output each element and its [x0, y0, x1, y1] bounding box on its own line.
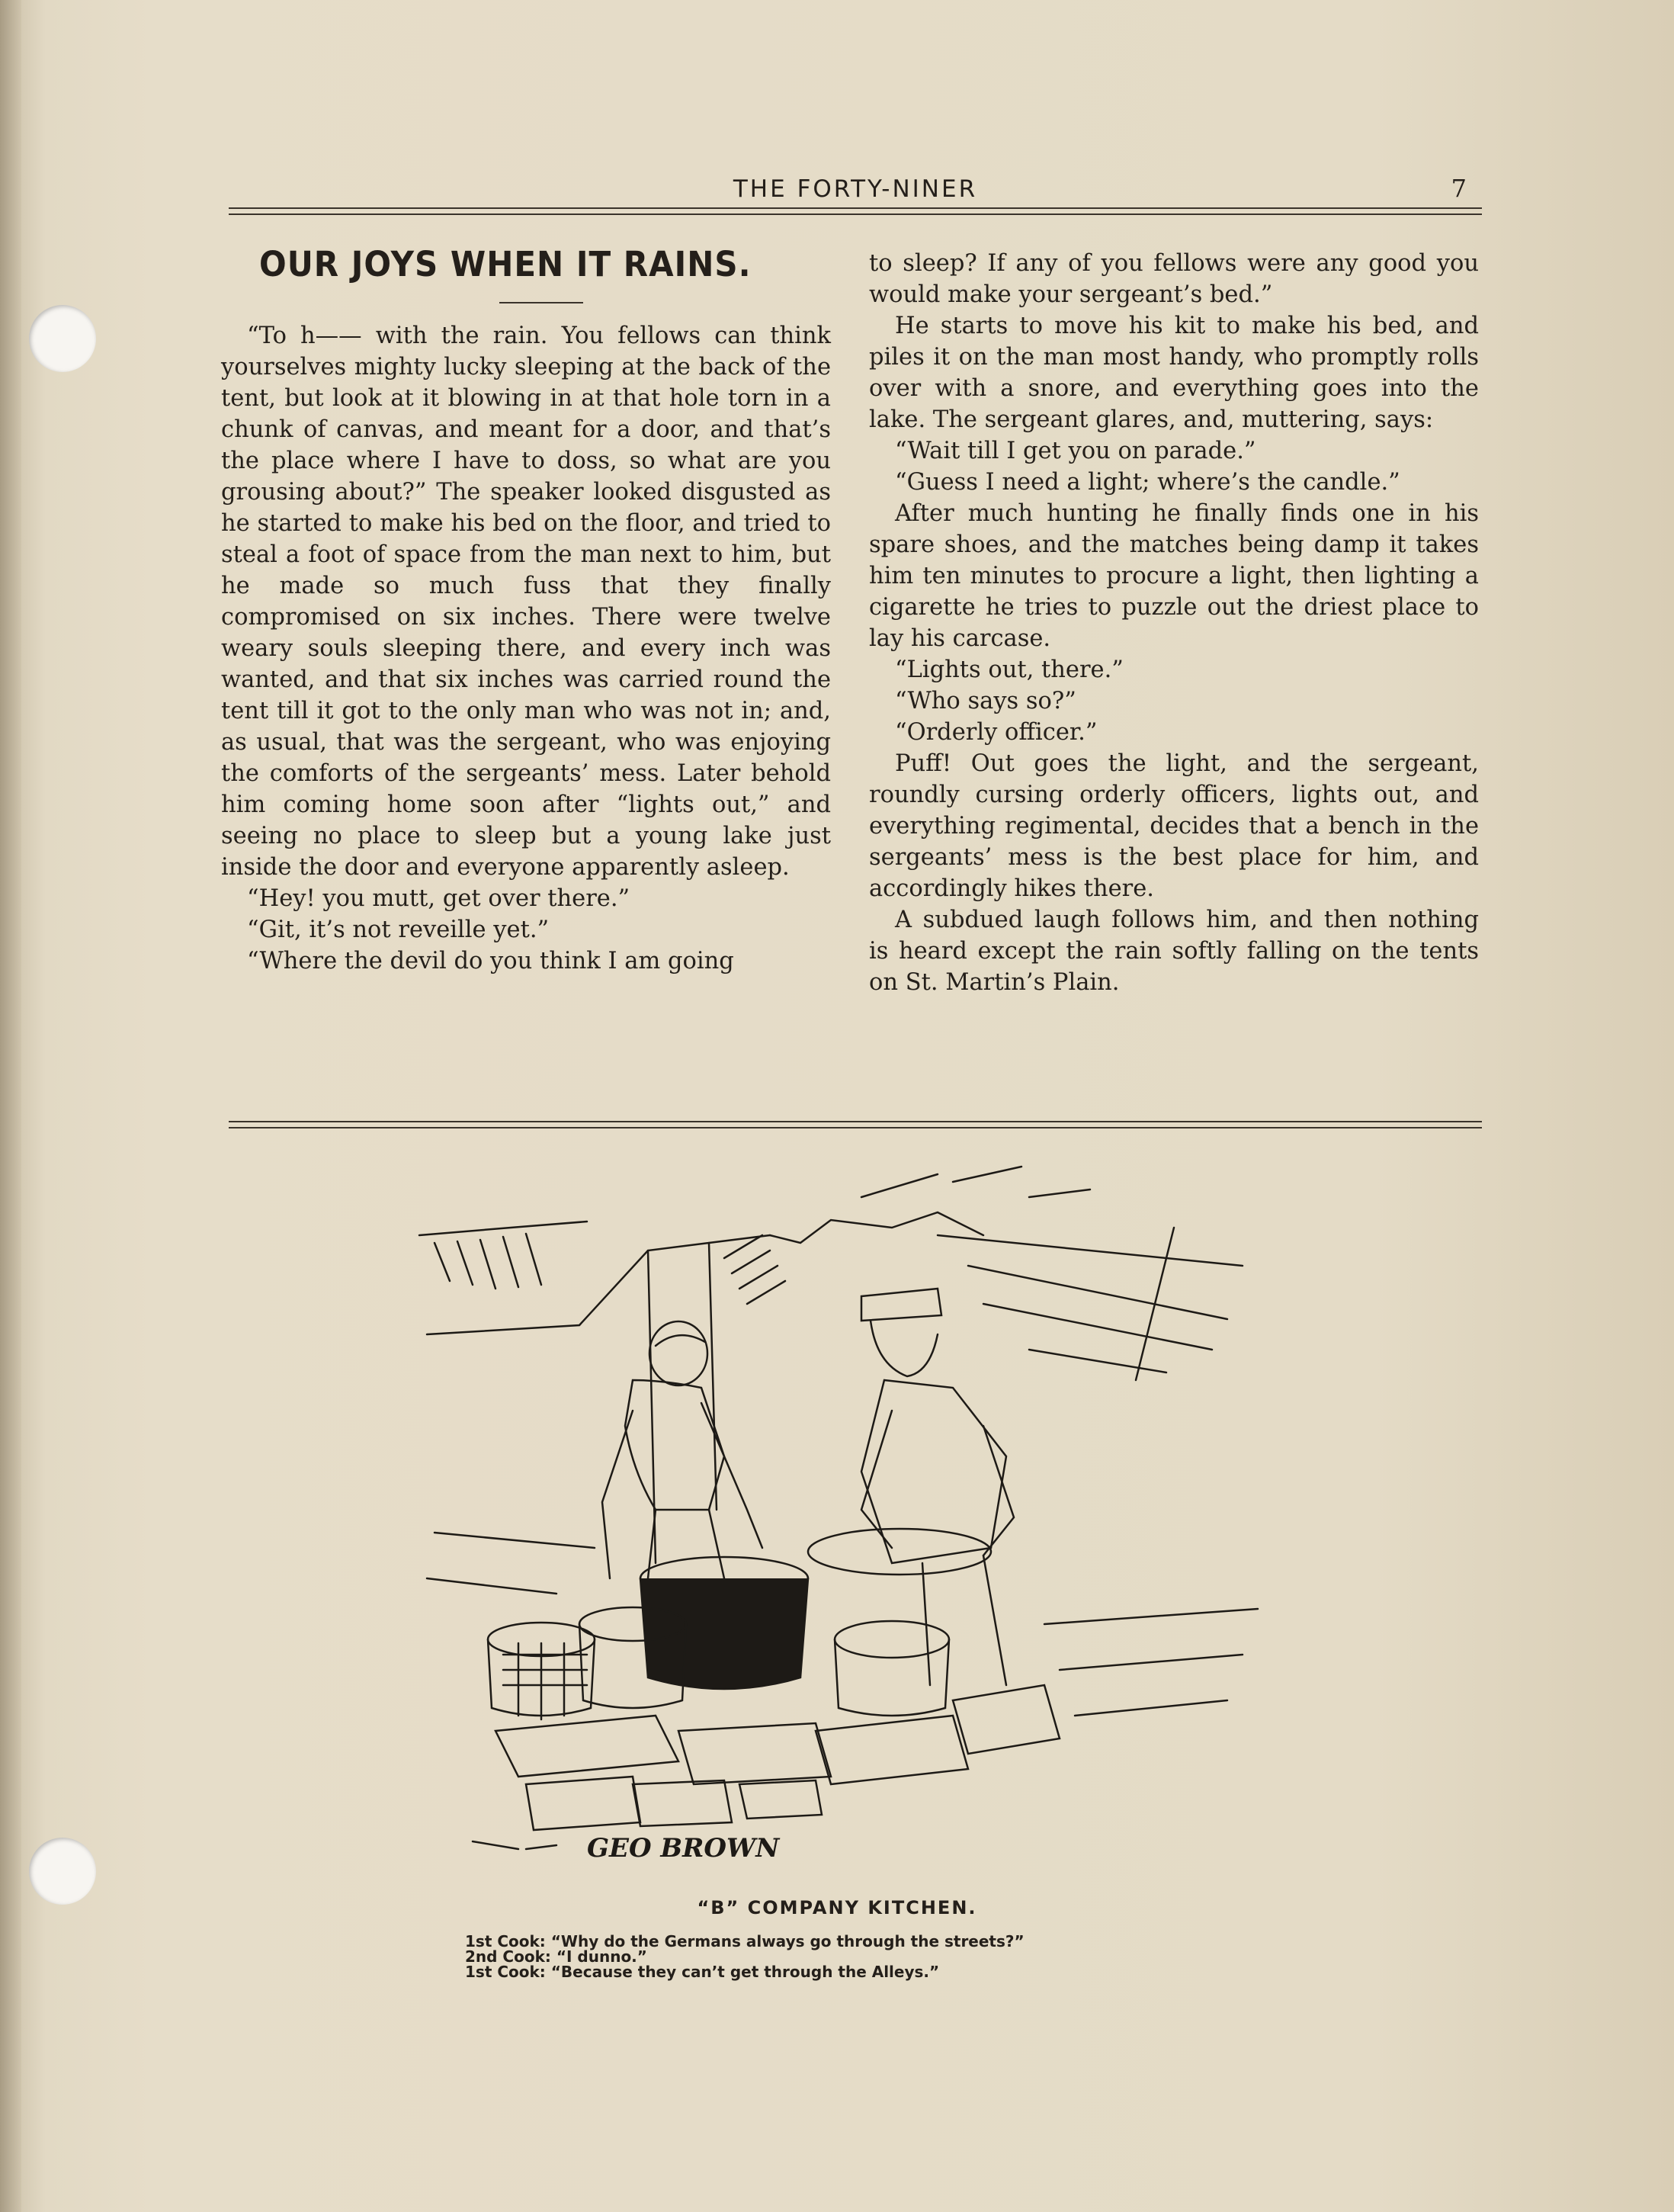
paragraph: “Orderly officer.” — [895, 719, 1098, 746]
title-rule — [499, 302, 583, 303]
page-number: 7 — [1451, 174, 1467, 203]
punch-hole-top — [29, 305, 96, 372]
illustration-caption — [0, 1897, 1674, 1981]
caption-title: “B” COMPANY KITCHEN. — [697, 1897, 977, 1918]
binding-edge — [0, 0, 21, 2212]
paragraph: “Who says so?” — [895, 688, 1076, 714]
article-title: OUR JOYS WHEN IT RAINS. — [259, 244, 752, 284]
paragraph: “Guess I need a light; where’s the candle.” — [895, 469, 1400, 496]
section-rule — [229, 1121, 1482, 1128]
dialogue-line — [465, 1949, 1025, 1964]
speaker: 1st Cook: — [465, 1963, 546, 1981]
paragraph: “Git, it’s not reveille yet.” — [247, 917, 550, 943]
paragraph: A subdued laugh follows him, and then nothing is heard except the rain softly falling on the tents on St. Martin’s Plain. — [869, 907, 1479, 996]
dialogue-line — [465, 1934, 1025, 1949]
paragraph: to sleep? If any of you fellows were any good you would make your sergeant’s bed.” — [869, 250, 1479, 308]
paragraph: “Wait till I get you on parade.” — [895, 438, 1256, 464]
running-head: THE FORTY-NINER — [733, 175, 978, 203]
dialogue-line — [465, 1964, 1025, 1979]
paragraph: “To h—— with the rain. You fellows can think yourselves mighty lucky sleeping at the back of the tent, but look at it blowing in at that hole torn in a chunk of canvas, and meant for a door, and that’s the place where I have to doss, so what are you grousing about?” The speaker looked disgusted as he started to make his bed on the floor, and tried to steal a foot of space from the man next to him, but he made so much fuss that they finally compromised on six inches. There were twelve weary souls sleeping there, and every inch was wanted, and that six inches was carried round the tent till it got to the only man who was not in; and, as usual, that was the sergeant, who was enjoying the comforts of the sergeants’ mess. Later behold him coming home soon after “lights out,” and seeing no place to sleep but a young lake just inside the door and everyone apparently asleep. — [221, 323, 831, 881]
paragraph: “Hey! you mutt, get over there.” — [247, 885, 630, 912]
page-header — [229, 174, 1482, 212]
speaker: 1st Cook: — [465, 1932, 546, 1950]
quote: “I dunno.” — [556, 1947, 647, 1966]
article-column-right — [869, 248, 1479, 998]
quote: “Because they can’t get through the Alleys.” — [550, 1963, 940, 1981]
artist-signature: GEO BROWN — [587, 1833, 780, 1864]
paragraph: Puff! Out goes the light, and the sergeant, roundly cursing orderly officers, lights out, and everything regimental, decides that a bench in the sergeants’ mess is the best place for him, and accordingly hikes there. — [869, 750, 1479, 902]
paragraph: After much hunting he finally finds one in his spare shoes, and the matches being damp it takes him ten minutes to procure a light, then lighting a cigarette he tries to puzzle out the driest place to lay his carcase. — [869, 500, 1479, 652]
speaker: 2nd Cook: — [465, 1947, 551, 1966]
header-rule — [229, 207, 1482, 215]
quote: “Why do the Germans always go through the streets?” — [550, 1932, 1025, 1950]
tent-ridge — [419, 1222, 587, 1235]
paragraph: “Lights out, there.” — [895, 657, 1124, 683]
punch-hole-bottom — [29, 1838, 96, 1905]
article-column-left — [221, 242, 831, 977]
paragraph: “Where the devil do you think I am going — [247, 948, 734, 974]
paragraph: He starts to move his kit to make his bed, and piles it on the man most handy, who promptly rolls over with a snore, and everything goes into the lake. The sergeant glares, and, muttering, says: — [869, 313, 1479, 433]
kitchen-illustration — [404, 1151, 1304, 1883]
caption-dialogue — [465, 1934, 1025, 1979]
